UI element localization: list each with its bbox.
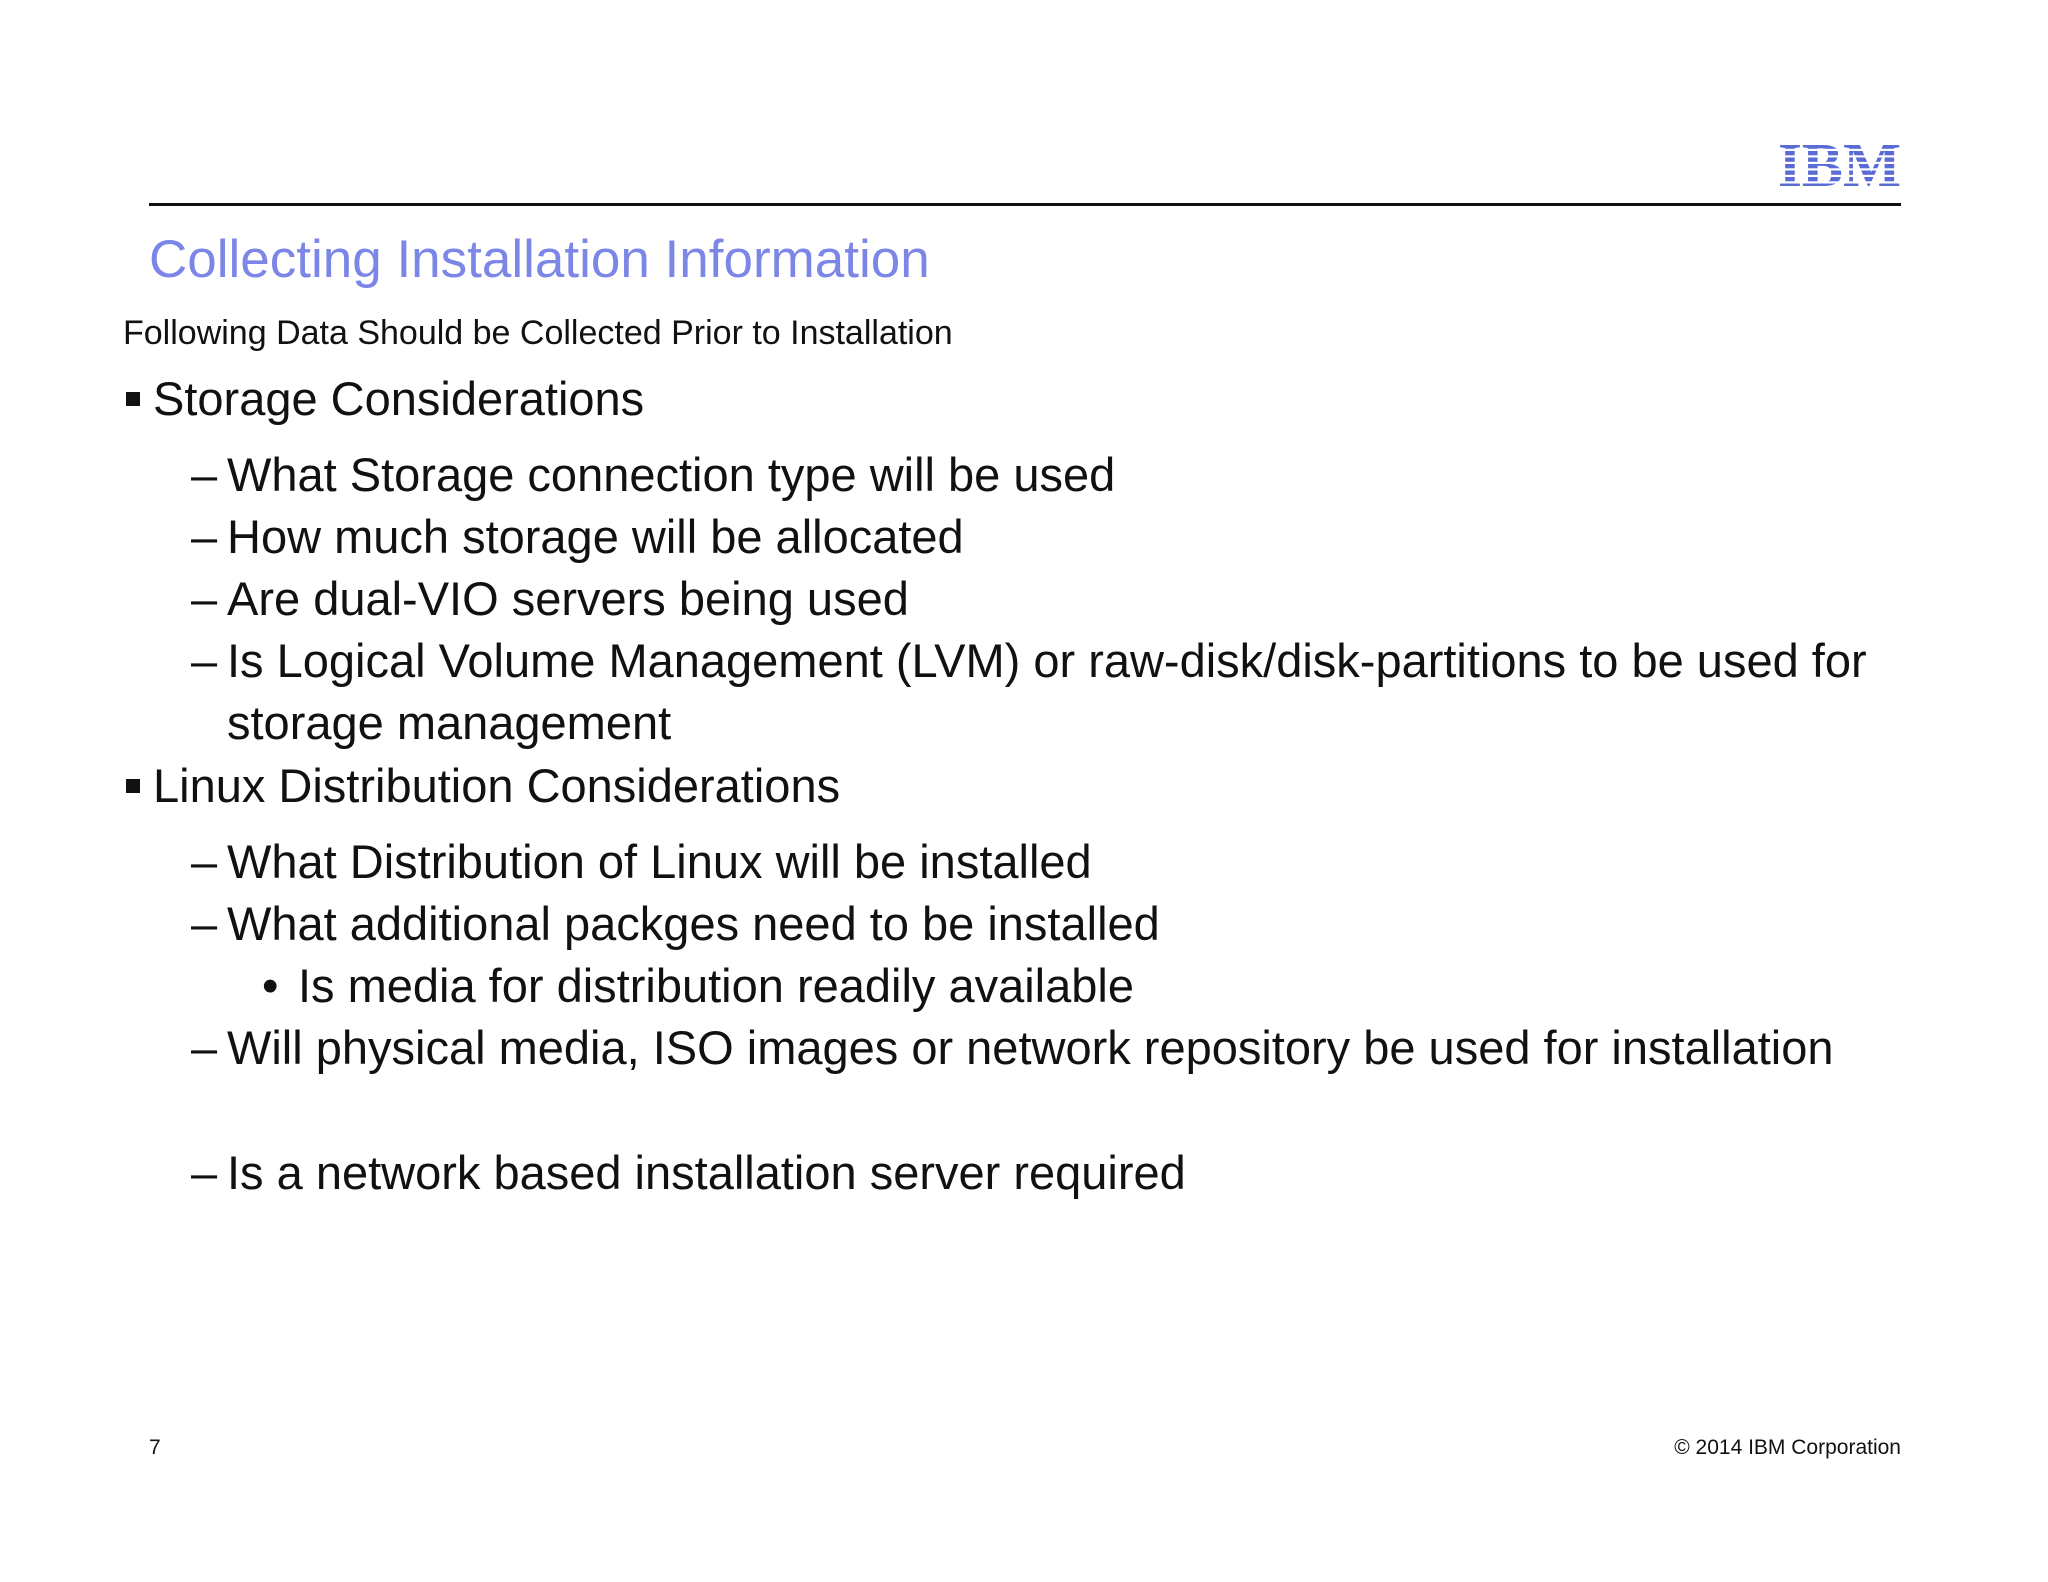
bullet-item xyxy=(191,630,1871,754)
bullet-text: Are dual-VIO servers being used xyxy=(227,572,909,625)
dash-bullet-icon: – xyxy=(191,1021,218,1074)
bullet-text: What additional packges need to be installed xyxy=(227,897,1160,950)
page-number: 7 xyxy=(149,1436,161,1459)
bullet-item xyxy=(191,506,1871,568)
bullet-heading xyxy=(126,755,840,817)
bullet-item xyxy=(191,893,1871,955)
dash-bullet-icon: – xyxy=(191,1146,218,1199)
dash-bullet-icon: – xyxy=(191,835,218,888)
square-bullet-icon xyxy=(126,779,140,793)
square-bullet-icon xyxy=(126,392,140,406)
bullet-item xyxy=(191,568,1871,630)
slide-title: Collecting Installation Information xyxy=(149,230,930,289)
bullet-text: Linux Distribution Considerations xyxy=(153,759,841,812)
bullet-item xyxy=(191,444,1871,506)
bullet-text: What Distribution of Linux will be installed xyxy=(227,835,1092,888)
dash-bullet-icon: – xyxy=(191,572,218,625)
dot-bullet-icon: • xyxy=(262,959,279,1012)
bullet-text: How much storage will be allocated xyxy=(227,510,964,563)
bullet-item xyxy=(191,831,1871,893)
bullet-text: What Storage connection type will be used xyxy=(227,448,1116,501)
bullet-text: Is a network based installation server required xyxy=(227,1146,1186,1199)
bullet-text: Is Logical Volume Management (LVM) or raw-disk/disk-partitions to be used for storage management xyxy=(227,634,1867,749)
bullet-text: Will physical media, ISO images or network repository be used for installation xyxy=(227,1021,1834,1074)
dash-bullet-icon: – xyxy=(191,448,218,501)
header-rule xyxy=(149,203,1901,206)
dash-bullet-icon: – xyxy=(191,897,218,950)
dash-bullet-icon: – xyxy=(191,510,218,563)
slide-subtitle: Following Data Should be Collected Prior to Installation xyxy=(123,314,953,352)
bullet-heading xyxy=(126,368,644,430)
bullet-item xyxy=(191,1142,1871,1204)
ibm-logo xyxy=(1778,138,1901,190)
dash-bullet-icon: – xyxy=(191,634,218,687)
bullet-text: Is media for distribution readily available xyxy=(298,959,1134,1012)
bullet-item xyxy=(191,1017,1871,1079)
bullet-text: Storage Considerations xyxy=(153,372,645,425)
sub-bullet-item xyxy=(262,955,1134,1017)
copyright: © 2014 IBM Corporation xyxy=(1674,1436,1901,1459)
